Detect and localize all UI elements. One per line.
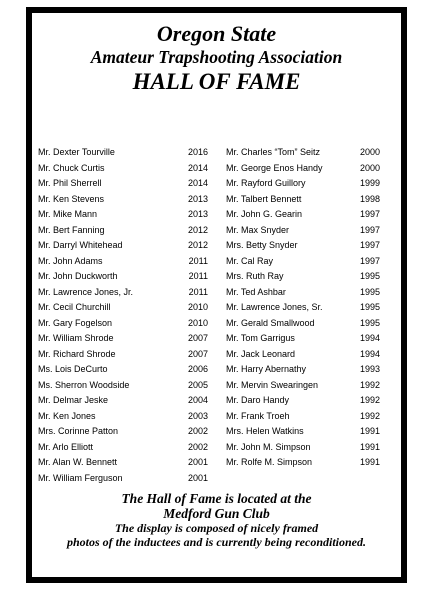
inductee-name: Mr. Lawrence Jones, Sr. <box>226 302 323 312</box>
induction-year: 2014 <box>187 162 208 173</box>
induction-year: 2002 <box>187 426 208 436</box>
inductee-name: Mr. George Enos Handy <box>226 162 323 173</box>
induction-year: 2001 <box>187 457 208 467</box>
induction-year: 2010 <box>187 317 208 328</box>
inductee-name: Mr. Rolfe M. Simpson <box>226 457 313 467</box>
inductee-name: Ms. Sherron Woodside <box>38 379 130 390</box>
induction-year: 2006 <box>187 364 208 374</box>
inductee-row <box>226 440 380 456</box>
induction-year: 1991 <box>359 426 380 436</box>
inductee-row <box>38 192 208 208</box>
inductee-row <box>226 409 380 425</box>
inductee-row <box>226 455 380 471</box>
inductee-name: Mr. Arlo Elliott <box>38 441 94 452</box>
inductee-name: Mr. Charles “Tom” Seitz <box>226 147 321 157</box>
header-title-association: Amateur Trapshooting Association <box>90 47 343 67</box>
inductee-row <box>38 455 208 471</box>
inductee-name: Mrs. Ruth Ray <box>226 271 284 281</box>
inductee-row <box>226 316 380 332</box>
induction-year: 1995 <box>359 317 380 328</box>
inductee-name: Mrs. Corinne Patton <box>38 426 119 436</box>
induction-year: 1998 <box>359 193 380 204</box>
inductee-row <box>38 347 208 363</box>
document-frame <box>26 7 407 583</box>
header-title-state: Oregon State <box>156 21 277 46</box>
inductee-name: Mrs. Betty Snyder <box>226 240 298 250</box>
inductee-name: Mr. Bert Fanning <box>38 224 105 235</box>
inductee-name: Mr. William Shrode <box>38 333 114 343</box>
inductee-name: Mr. Richard Shrode <box>38 348 116 359</box>
inductee-row <box>226 378 380 394</box>
induction-year: 2005 <box>187 379 208 390</box>
inductee-row <box>226 285 380 301</box>
inductee-name: Mr. Ken Stevens <box>38 193 105 204</box>
page-footer <box>32 491 401 549</box>
inductee-row <box>226 424 380 440</box>
induction-year: 2000 <box>359 162 380 173</box>
inductee-name: Mr. Darryl Whitehead <box>38 240 123 250</box>
induction-year: 1992 <box>359 395 380 405</box>
inductee-row <box>226 192 380 208</box>
induction-year: 2011 <box>188 286 208 297</box>
inductee-row <box>38 238 208 254</box>
induction-year: 1991 <box>359 441 380 452</box>
inductee-row <box>38 161 208 177</box>
inductee-list-right <box>226 145 380 471</box>
inductee-name: Mr. Cal Ray <box>226 255 274 266</box>
inductee-name: Mr. John M. Simpson <box>226 441 311 452</box>
inductee-name: Mr. Gerald Smallwood <box>226 317 315 328</box>
inductee-row <box>226 300 380 316</box>
induction-year: 1995 <box>359 286 380 297</box>
inductee-name: Mr. William Ferguson <box>38 472 123 483</box>
inductee-row <box>38 393 208 409</box>
inductee-name: Mrs. Helen Watkins <box>226 426 304 436</box>
inductee-row <box>38 254 208 270</box>
inductee-name: Mr. Delmar Jeske <box>38 395 109 405</box>
inductee-row <box>38 424 208 440</box>
induction-year: 2000 <box>359 147 380 157</box>
induction-year: 2002 <box>187 441 208 452</box>
induction-year: 1993 <box>359 364 380 374</box>
induction-year: 1995 <box>359 302 380 312</box>
induction-year: 2003 <box>187 410 208 421</box>
induction-year: 2013 <box>187 193 208 204</box>
induction-year: 2012 <box>187 224 208 235</box>
inductee-row <box>38 471 208 487</box>
inductee-name: Mr. John Adams <box>38 255 103 266</box>
induction-year: 2016 <box>187 147 208 157</box>
inductee-row <box>38 176 208 192</box>
footer-location-line: The Hall of Fame is located at the <box>121 491 312 506</box>
induction-year: 1997 <box>359 240 380 250</box>
induction-year: 1997 <box>359 255 380 266</box>
inductee-name: Mr. Talbert Bennett <box>226 193 302 204</box>
inductee-name: Mr. Tom Garrigus <box>226 333 295 343</box>
inductee-row <box>38 223 208 239</box>
inductee-name: Mr. Chuck Curtis <box>38 162 105 173</box>
inductee-name: Mr. Max Snyder <box>226 224 290 235</box>
inductee-name: Mr. Dexter Tourville <box>38 147 115 157</box>
induction-year: 1992 <box>359 379 380 390</box>
inductee-name: Mr. Phil Sherrell <box>38 178 102 188</box>
inductee-row <box>226 362 380 378</box>
inductee-row <box>226 161 380 177</box>
inductee-row <box>38 316 208 332</box>
inductee-row <box>38 207 208 223</box>
inductee-list-left <box>38 145 208 486</box>
induction-year: 2011 <box>188 271 208 281</box>
inductee-name: Mr. Alan W. Bennett <box>38 457 118 467</box>
induction-year: 2007 <box>187 348 208 359</box>
induction-year: 2004 <box>187 395 208 405</box>
inductee-row <box>38 409 208 425</box>
induction-year: 1994 <box>359 348 380 359</box>
inductee-name: Mr. Lawrence Jones, Jr. <box>38 286 134 297</box>
footer-club-name: Medford Gun Club <box>163 506 270 521</box>
inductee-name: Mr. Gary Fogelson <box>38 317 113 328</box>
inductee-row <box>38 378 208 394</box>
inductee-name: Ms. Lois DeCurto <box>38 364 108 374</box>
inductee-row <box>226 176 380 192</box>
induction-year: 2011 <box>188 255 208 266</box>
inductee-row <box>38 269 208 285</box>
induction-year: 1999 <box>359 178 380 188</box>
inductee-row <box>226 269 380 285</box>
induction-year: 1991 <box>359 457 380 467</box>
inductee-name: Mr. Cecil Churchill <box>38 302 111 312</box>
inductee-row <box>38 331 208 347</box>
inductee-row <box>38 440 208 456</box>
induction-year: 2001 <box>187 472 208 483</box>
inductee-name: Mr. Rayford Guillory <box>226 178 306 188</box>
induction-year: 2010 <box>187 302 208 312</box>
inductee-name: Mr. Jack Leonard <box>226 348 296 359</box>
induction-year: 1997 <box>359 224 380 235</box>
inductee-row <box>226 393 380 409</box>
inductee-row <box>226 347 380 363</box>
inductee-row <box>226 145 380 161</box>
inductee-row <box>226 207 380 223</box>
inductee-row <box>38 362 208 378</box>
inductee-name: Mr. John G. Gearin <box>226 209 303 219</box>
inductee-row <box>226 238 380 254</box>
induction-year: 1992 <box>359 410 380 421</box>
header-title-hall-of-fame: HALL OF FAME <box>132 69 301 94</box>
induction-year: 1995 <box>359 271 380 281</box>
inductee-name: Mr. Ted Ashbar <box>226 286 286 297</box>
induction-year: 1997 <box>359 209 380 219</box>
inductee-row <box>226 254 380 270</box>
induction-year: 1994 <box>359 333 380 343</box>
inductee-name: Mr. Ken Jones <box>38 410 96 421</box>
inductee-name: Mr. John Duckworth <box>38 271 118 281</box>
footer-display-note: The display is composed of nicely framed <box>114 521 319 535</box>
induction-year: 2014 <box>187 178 208 188</box>
inductee-name: Mr. Daro Handy <box>226 395 290 405</box>
inductee-row <box>226 223 380 239</box>
induction-year: 2012 <box>187 240 208 250</box>
page-header <box>32 22 401 95</box>
induction-year: 2007 <box>187 333 208 343</box>
inductee-row <box>38 145 208 161</box>
inductee-name: Mr. Frank Troeh <box>226 410 290 421</box>
induction-year: 2013 <box>187 209 208 219</box>
footer-display-note-cont: photos of the inductees and is currently being reconditioned. <box>66 535 366 549</box>
inductee-row <box>38 300 208 316</box>
inductee-name: Mr. Harry Abernathy <box>226 364 307 374</box>
inductee-row <box>226 331 380 347</box>
inductee-name: Mr. Mervin Swearingen <box>226 379 319 390</box>
inductee-name: Mr. Mike Mann <box>38 209 98 219</box>
inductee-row <box>38 285 208 301</box>
